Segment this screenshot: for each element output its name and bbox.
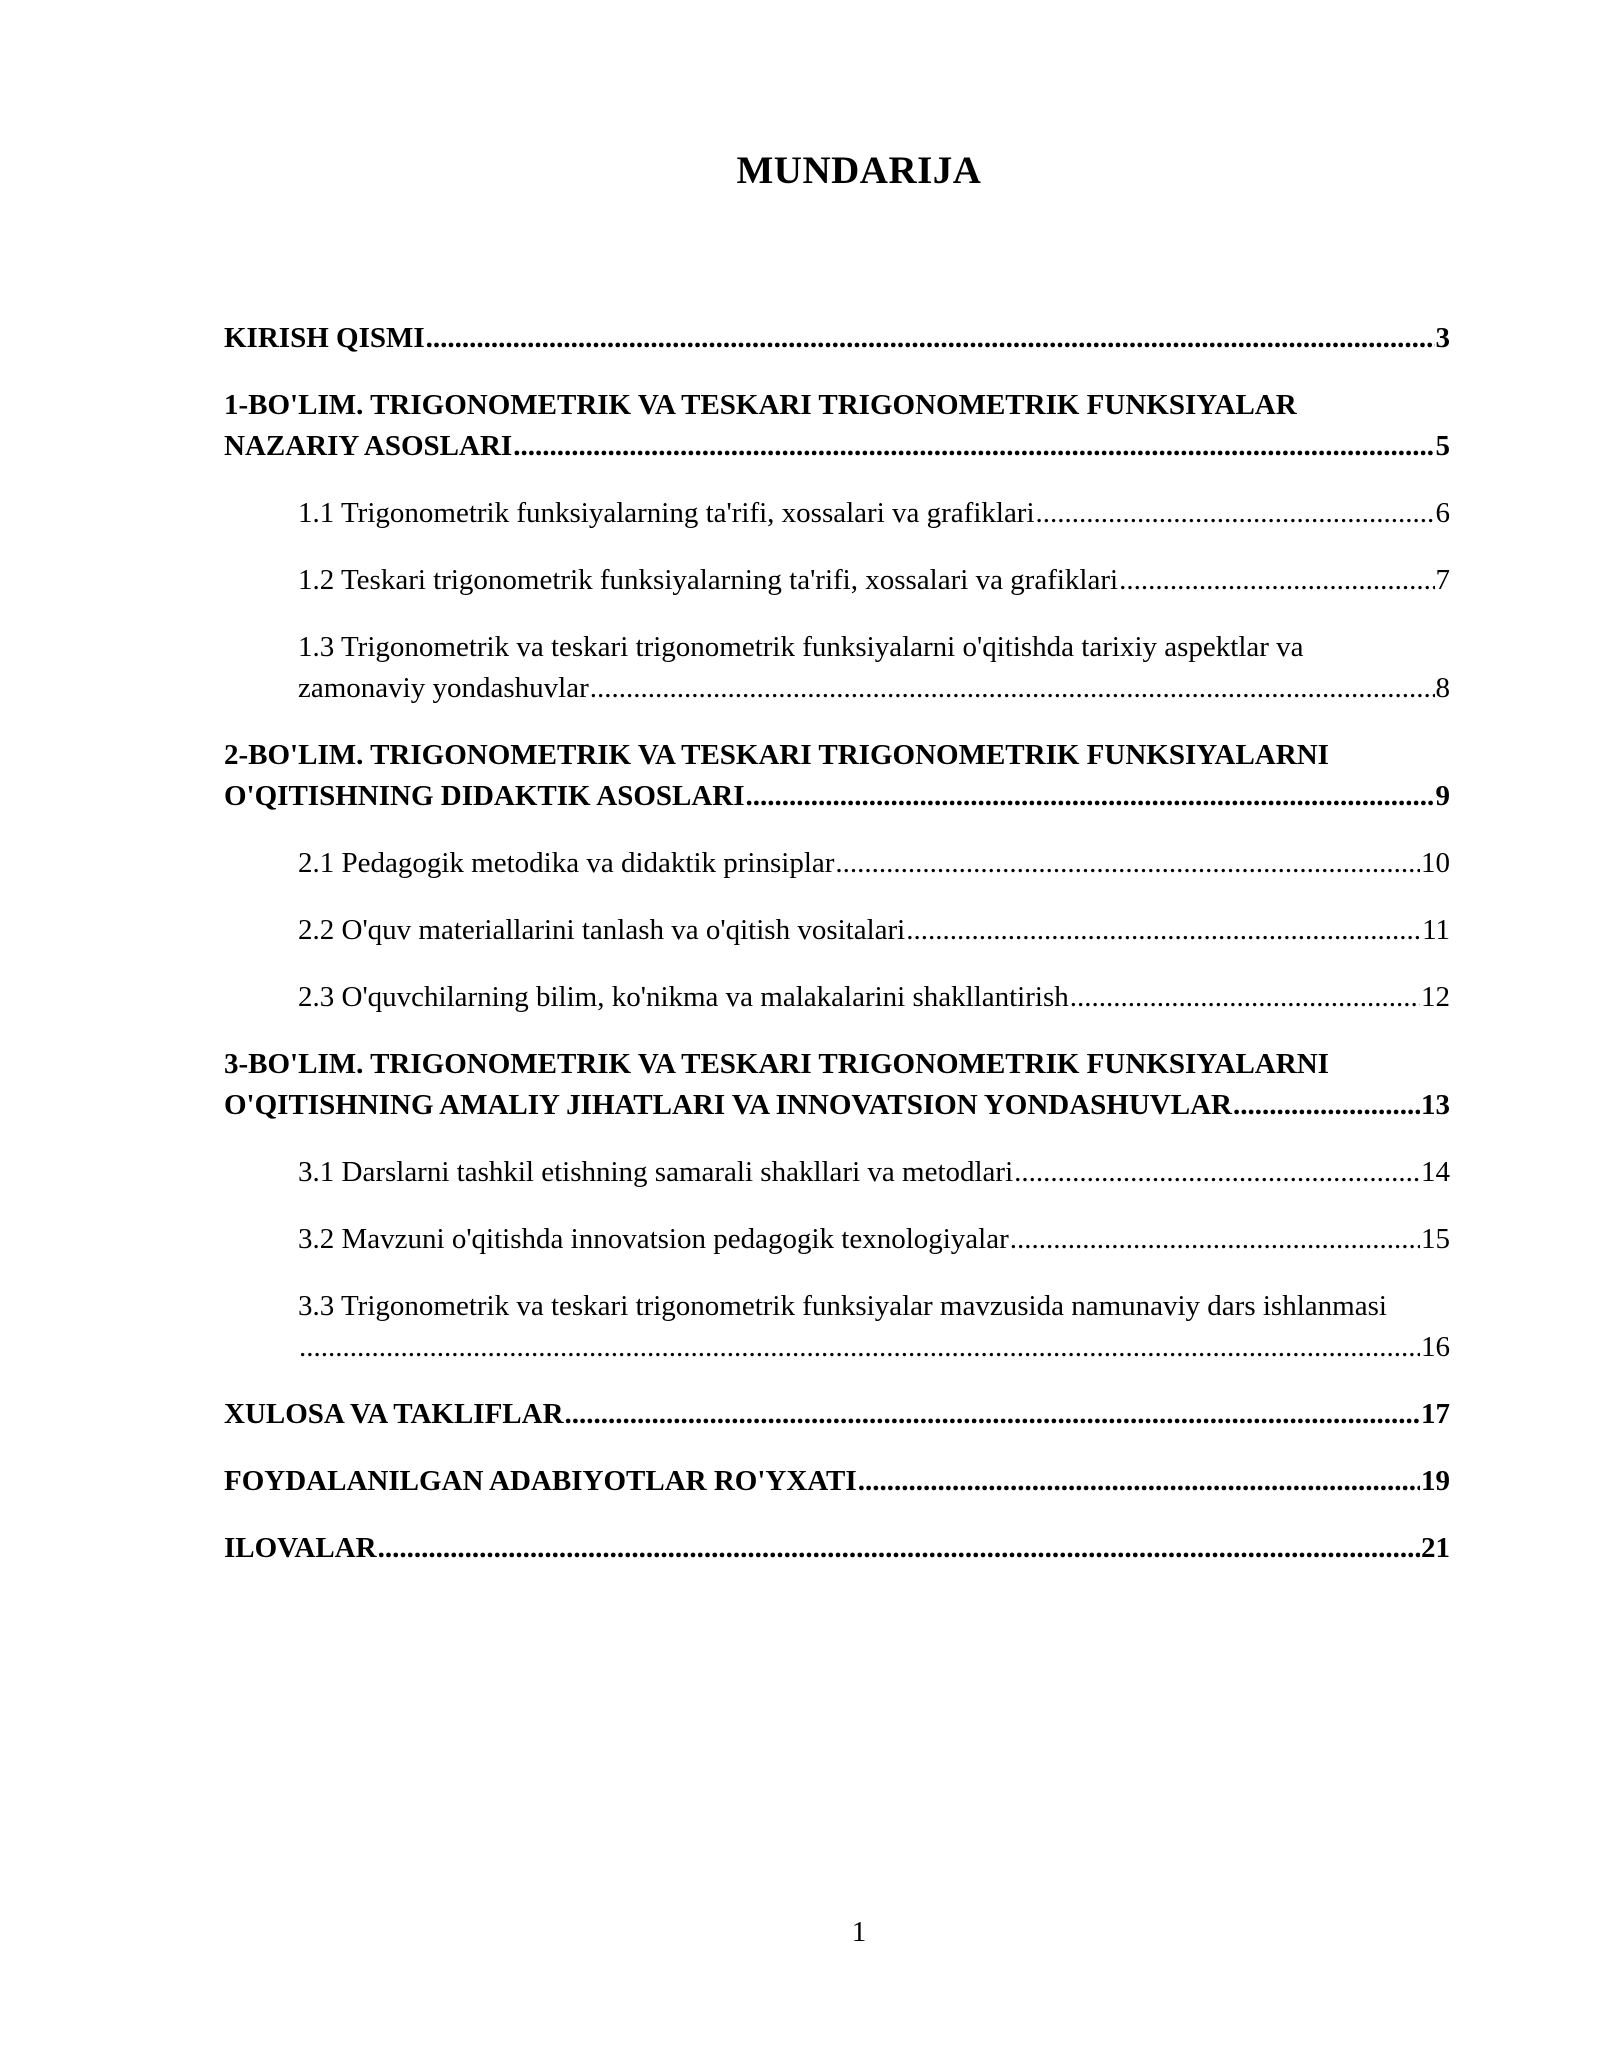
- toc-page-number: 17: [1421, 1398, 1450, 1430]
- toc-entry[interactable]: [224, 385, 1450, 467]
- dot-leader: [1010, 1219, 1420, 1260]
- toc-entry[interactable]: [298, 493, 1450, 534]
- toc-entry-line: [224, 318, 1450, 359]
- toc-entry-line: [298, 910, 1450, 951]
- dot-leader: [1119, 560, 1434, 601]
- page-title: MUNDARIJA: [736, 149, 982, 192]
- toc-page-number: 11: [1422, 914, 1450, 946]
- dot-leader: [378, 1528, 1420, 1569]
- toc-page-number: 14: [1421, 1156, 1450, 1188]
- toc-entry-text: O'QITISHNING DIDAKTIK ASOSLARI: [224, 780, 745, 812]
- toc-page-number: 5: [1435, 430, 1450, 462]
- toc-entry-line: [298, 493, 1450, 534]
- toc-page-number: 9: [1435, 780, 1450, 812]
- toc-entry-text: 1-BO'LIM. TRIGONOMETRIK VA TESKARI TRIGONOMETRIK FUNKSIYALAR: [224, 389, 1297, 421]
- toc-entry-line: [224, 776, 1450, 817]
- toc-entry-line: [224, 1528, 1450, 1569]
- toc-page-number: 21: [1421, 1532, 1450, 1564]
- dot-leader: [835, 843, 1420, 884]
- toc-entry-line: [298, 1219, 1450, 1260]
- toc-entry-line: [298, 668, 1450, 709]
- toc-entry-text: 1.1 Trigonometrik funksiyalarning ta'rifi, xossalari va grafiklari: [298, 497, 1035, 529]
- toc-page-number: 15: [1421, 1223, 1450, 1255]
- toc-page-number: 19: [1421, 1465, 1450, 1497]
- toc-entry-line: [224, 1394, 1450, 1435]
- toc-page-number: 12: [1421, 981, 1450, 1013]
- toc-entry-text: 2.3 O'quvchilarning bilim, ko'nikma va malakalarini shakllantirish: [298, 981, 1069, 1013]
- dot-leader: [1014, 1152, 1420, 1193]
- dot-leader: [858, 1461, 1420, 1502]
- toc-entry-text: 2.2 O'quv materiallarini tanlash va o'qitish vositalari: [298, 914, 906, 946]
- dot-leader: [513, 426, 1434, 467]
- toc-entry[interactable]: [298, 560, 1450, 601]
- dot-leader: [426, 318, 1435, 359]
- dot-leader: [590, 668, 1435, 709]
- toc-entry-line: [298, 560, 1450, 601]
- toc-entry[interactable]: [298, 910, 1450, 951]
- toc-entry-text: 3.3 Trigonometrik va teskari trigonometrik funksiyalar mavzusida namunaviy dars ishlanmasi: [298, 1290, 1387, 1322]
- toc-entry[interactable]: [298, 977, 1450, 1018]
- toc-entry-text: 3-BO'LIM. TRIGONOMETRIK VA TESKARI TRIGONOMETRIK FUNKSIYALARNI: [224, 1048, 1329, 1080]
- toc-entry[interactable]: [298, 1286, 1450, 1368]
- toc-entry-text: XULOSA VA TAKLIFLAR: [224, 1398, 564, 1430]
- toc-entry[interactable]: [224, 318, 1450, 359]
- dot-leader: [746, 776, 1435, 817]
- toc-entry[interactable]: [224, 1044, 1450, 1126]
- toc-entry-line: [224, 1085, 1450, 1126]
- toc-entry[interactable]: [224, 1461, 1450, 1502]
- toc-entry-line: [298, 843, 1450, 884]
- toc-entry[interactable]: [298, 1219, 1450, 1260]
- dot-leader: [299, 1327, 1420, 1368]
- toc-page-number: 3: [1435, 322, 1450, 354]
- toc-entry[interactable]: [298, 843, 1450, 884]
- page-number: 1: [851, 1916, 867, 1948]
- toc-entry-text: 3.2 Mavzuni o'qitishda innovatsion pedagogik texnologiyalar: [298, 1223, 1009, 1255]
- toc-entry-text: ILOVALAR: [224, 1532, 377, 1564]
- table-of-contents: [224, 292, 1450, 1569]
- toc-entry[interactable]: [224, 1528, 1450, 1569]
- toc-entry-text: NAZARIY ASOSLARI: [224, 430, 513, 462]
- dot-leader: [906, 910, 1421, 951]
- dot-leader: [1233, 1085, 1420, 1126]
- toc-entry-line: [298, 977, 1450, 1018]
- toc-page-number: 6: [1435, 497, 1450, 529]
- dot-leader: [1070, 977, 1420, 1018]
- toc-entry[interactable]: [224, 735, 1450, 817]
- toc-entry-line: [298, 1152, 1450, 1193]
- toc-page-number: 16: [1421, 1331, 1450, 1363]
- dot-leader: [565, 1394, 1420, 1435]
- toc-entry-line: [224, 1461, 1450, 1502]
- toc-entry-text: 1.2 Teskari trigonometrik funksiyalarning ta'rifi, xossalari va grafiklari: [298, 564, 1119, 596]
- toc-entry-text: 3.1 Darslarni tashkil etishning samarali shakllari va metodlari: [298, 1156, 1014, 1188]
- toc-page-number: 10: [1421, 847, 1450, 879]
- toc-entry[interactable]: [298, 1152, 1450, 1193]
- toc-entry[interactable]: [224, 1394, 1450, 1435]
- toc-entry-line: [298, 1327, 1450, 1368]
- toc-entry-text: zamonaviy yondashuvlar: [298, 672, 589, 704]
- toc-entry-text: FOYDALANILGAN ADABIYOTLAR RO'YXATI: [224, 1465, 857, 1497]
- toc-entry[interactable]: [298, 627, 1450, 709]
- toc-entry-text: 1.3 Trigonometrik va teskari trigonometrik funksiyalarni o'qitishda tarixiy aspektlar va: [298, 631, 1304, 663]
- toc-page-number: 8: [1435, 672, 1450, 704]
- toc-entry-line: [224, 426, 1450, 467]
- toc-entry-text: O'QITISHNING AMALIY JIHATLARI VA INNOVATSION YONDASHUVLAR: [224, 1089, 1232, 1121]
- toc-entry-text: KIRISH QISMI: [224, 322, 425, 354]
- toc-page-number: 13: [1421, 1089, 1450, 1121]
- toc-page-number: 7: [1435, 564, 1450, 596]
- toc-entry-text: 2.1 Pedagogik metodika va didaktik prinsiplar: [298, 847, 835, 879]
- dot-leader: [1036, 493, 1435, 534]
- toc-entry-text: 2-BO'LIM. TRIGONOMETRIK VA TESKARI TRIGONOMETRIK FUNKSIYALARNI: [224, 739, 1329, 771]
